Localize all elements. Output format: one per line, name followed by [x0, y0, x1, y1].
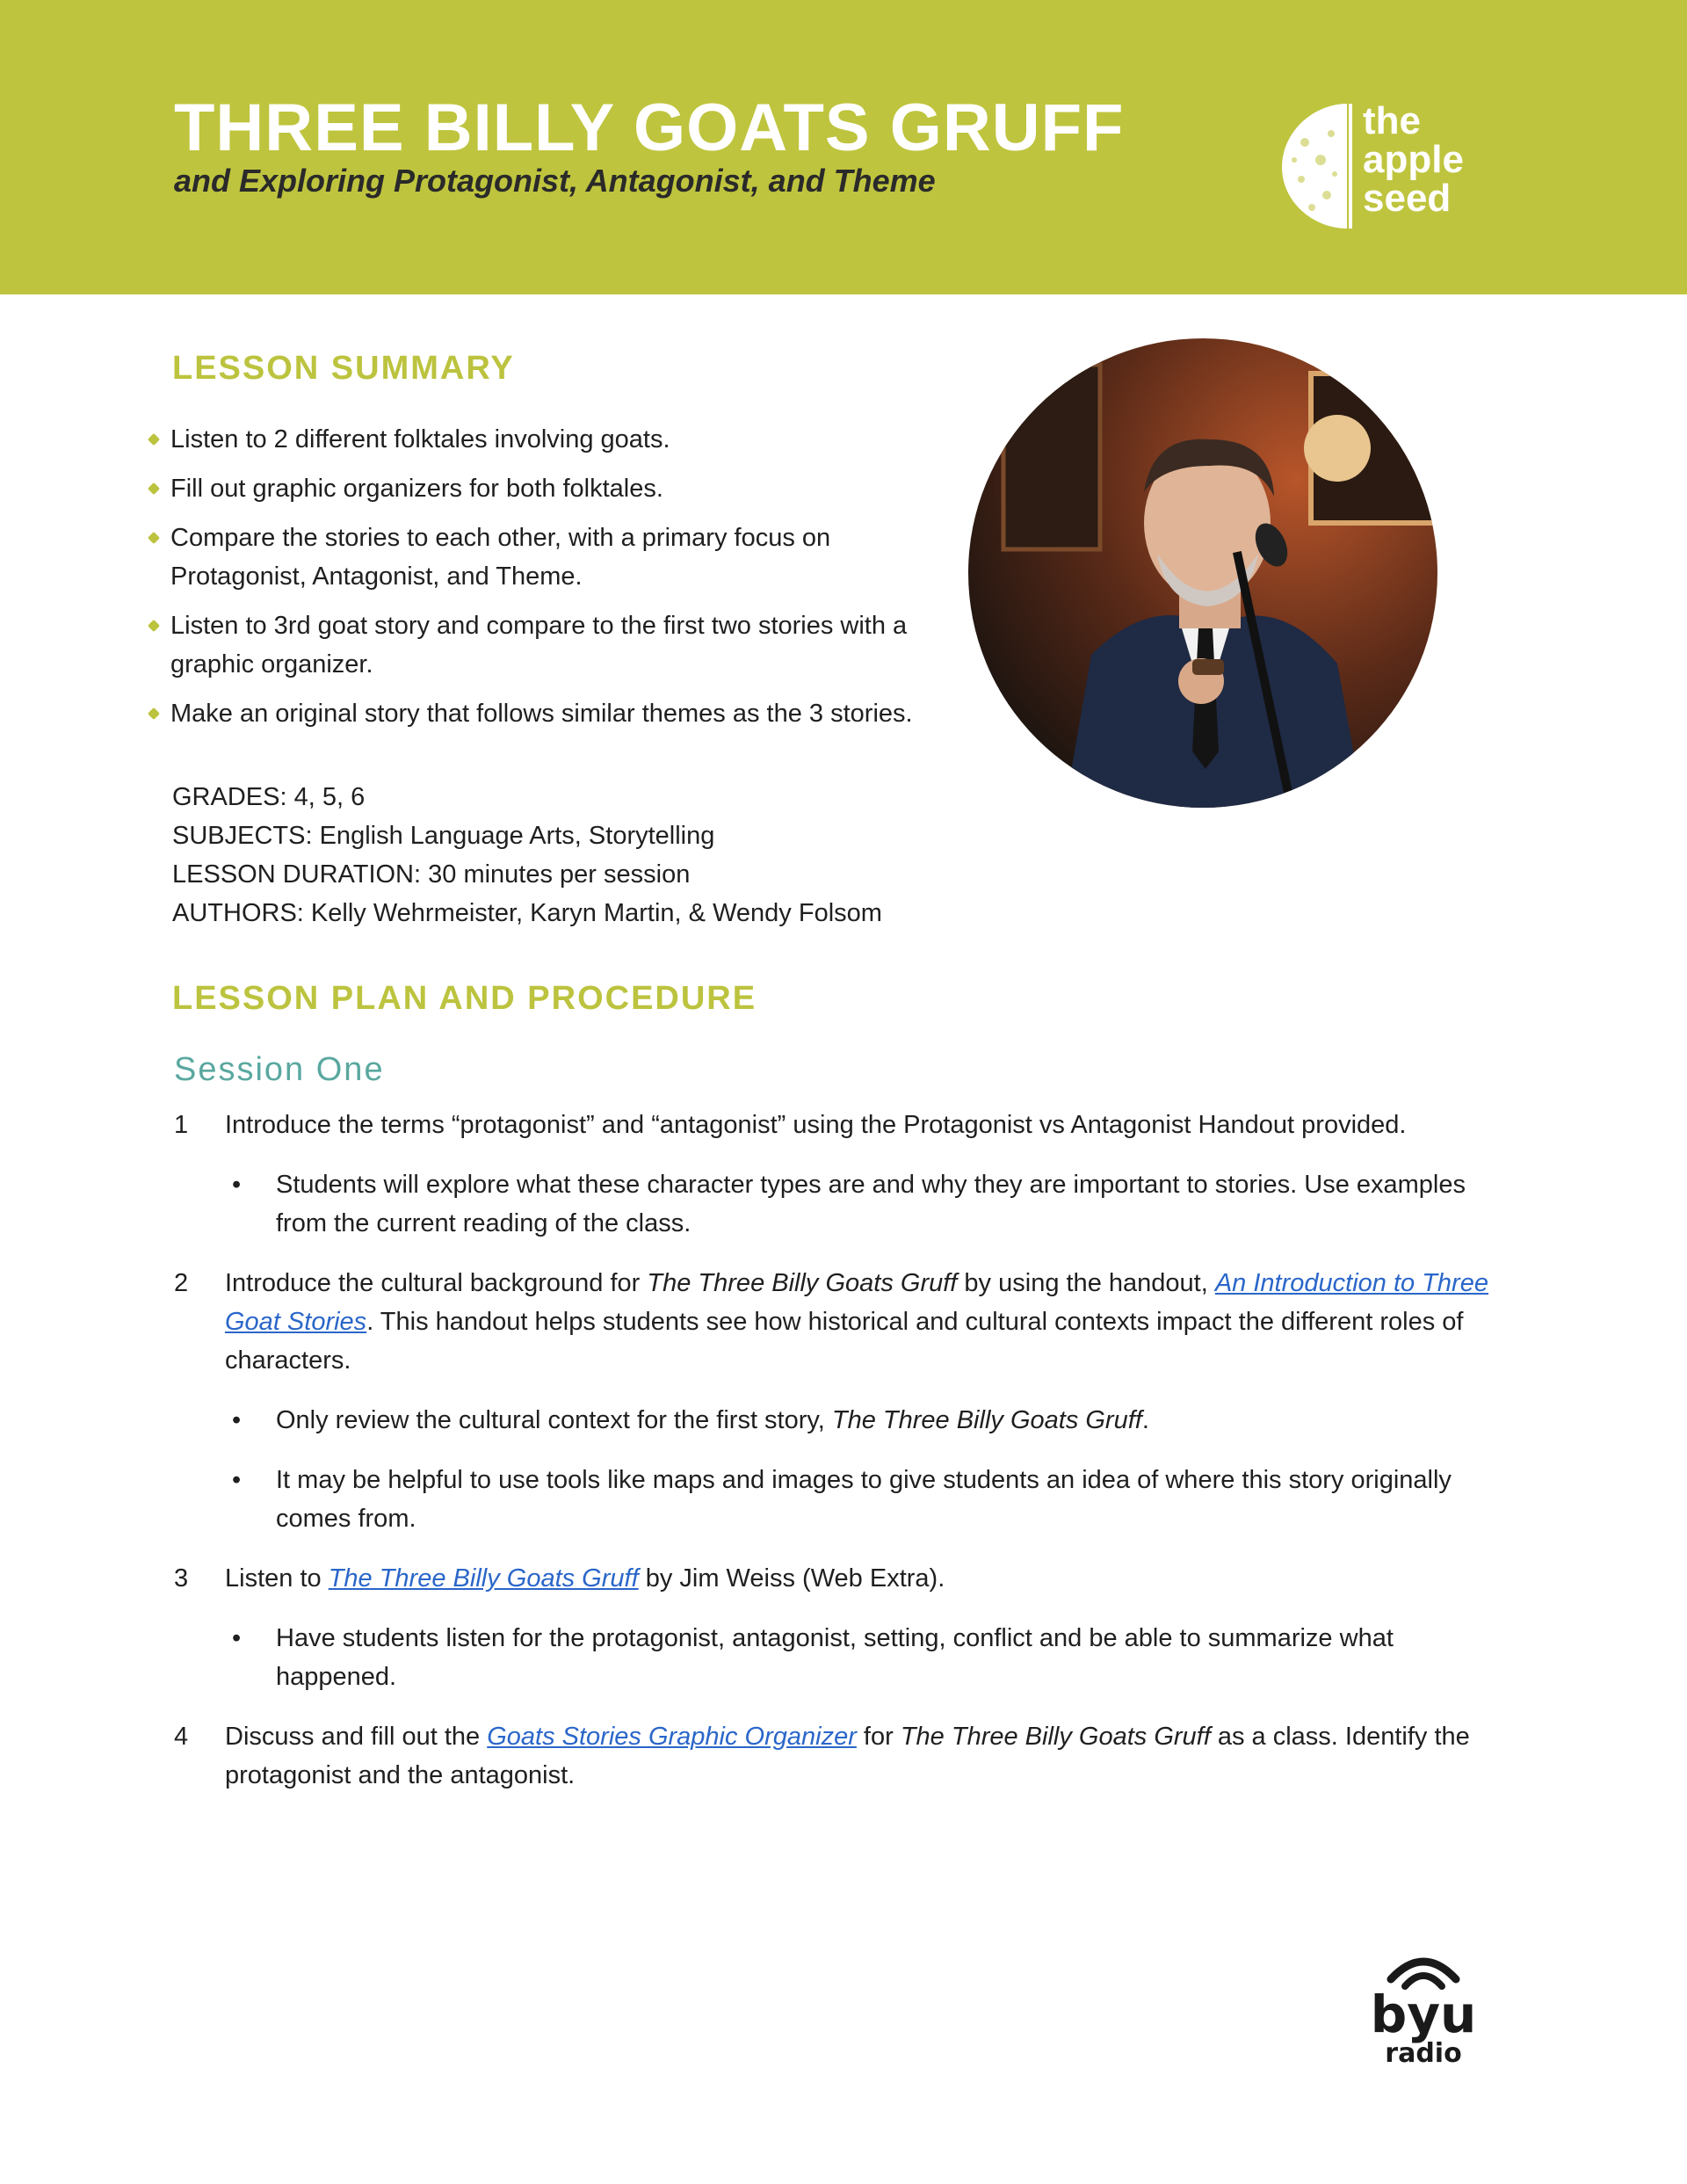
bullet-icon — [148, 532, 160, 544]
summary-list — [149, 420, 923, 744]
step-3: 3 Listen to The Three Billy Goats Gruff by Jim Weiss (Web Extra). — [174, 1564, 945, 1593]
apple-seed-wordmark: the apple seed — [1363, 99, 1464, 220]
storyteller-photo — [968, 338, 1437, 808]
goat-stories-organizer-link[interactable]: Goats Stories Graphic Organizer — [487, 1723, 857, 1751]
intro-goat-stories-link[interactable]: An Introduction to Three Goat Stories — [225, 1269, 1488, 1336]
step-1: 1 Introduce the terms “protagonist” and “antagonist” using the Protagonist vs Antagonist Handout provided. — [174, 1111, 1407, 1139]
list-item: Fill out graphic organizers for both folktales. — [149, 469, 923, 508]
byu-logo-text: byu — [1370, 1984, 1477, 2044]
bullet-icon — [148, 433, 160, 446]
bullet-icon — [148, 620, 160, 632]
authors-line: AUTHORS: Kelly Wehrmeister, Karyn Martin, & Wendy Folsom — [172, 899, 882, 927]
three-billy-goats-gruff-link[interactable]: The Three Billy Goats Gruff — [328, 1564, 639, 1593]
step-3-sub-1: • Have students listen for the protagonist, antagonist, setting, conflict and be able to summarize what happened. — [232, 1624, 1394, 1691]
byu-radio-logo — [1358, 1944, 1489, 2067]
lesson-summary-heading: LESSON SUMMARY — [172, 350, 515, 387]
list-item: Make an original story that follows similar themes as the 3 stories. — [149, 694, 923, 733]
step-2-sub-2: • It may be helpful to use tools like maps and images to give students an idea of where this story originally comes from. — [232, 1466, 1452, 1533]
header-banner — [0, 0, 1687, 294]
step-4: 4 Discuss and fill out the Goats Stories Graphic Organizer for The Three Billy Goats Gruff as a class. Identify the protagonist and the antagonist. — [174, 1723, 1470, 1789]
procedure-steps — [174, 1106, 1492, 1795]
list-item: Compare the stories to each other, with a primary focus on Protagonist, Antagonist, and Theme. — [149, 519, 923, 596]
lesson-plan-heading: LESSON PLAN AND PROCEDURE — [172, 980, 757, 1017]
radio-logo-text: radio — [1385, 2038, 1462, 2067]
bullet-icon — [148, 483, 160, 495]
apple-seed-logo — [1278, 98, 1489, 230]
list-item: Listen to 2 different folktales involving goats. — [149, 420, 923, 459]
list-item: Listen to 3rd goat story and compare to the first two stories with a graphic organizer. — [149, 606, 923, 684]
lesson-meta — [172, 778, 1051, 932]
page-subtitle: and Exploring Protagonist, Antagonist, and Theme — [174, 163, 936, 199]
grades-line: GRADES: 4, 5, 6 — [172, 783, 366, 811]
duration-line: LESSON DURATION: 30 minutes per session — [172, 860, 691, 889]
subjects-line: SUBJECTS: English Language Arts, Storytelling — [172, 822, 715, 850]
bullet-icon — [148, 707, 160, 720]
page-title: THREE BILLY GOATS GRUFF — [174, 91, 1125, 165]
step-1-sub-1: • Students will explore what these character types are and why they are important to stories. Use examples from the current reading of the class. — [232, 1171, 1466, 1237]
step-2: 2 Introduce the cultural background for The Three Billy Goats Gruff by using the handout, An Introduction to Three Goat Stories. This handout helps students see how historical and cultural contexts impact the different roles of characters. — [174, 1269, 1488, 1375]
session-one-heading: Session One — [174, 1051, 385, 1088]
apple-icon — [1278, 98, 1358, 230]
step-2-sub-1: • Only review the cultural context for the first story, The Three Billy Goats Gruff. — [232, 1406, 1149, 1434]
